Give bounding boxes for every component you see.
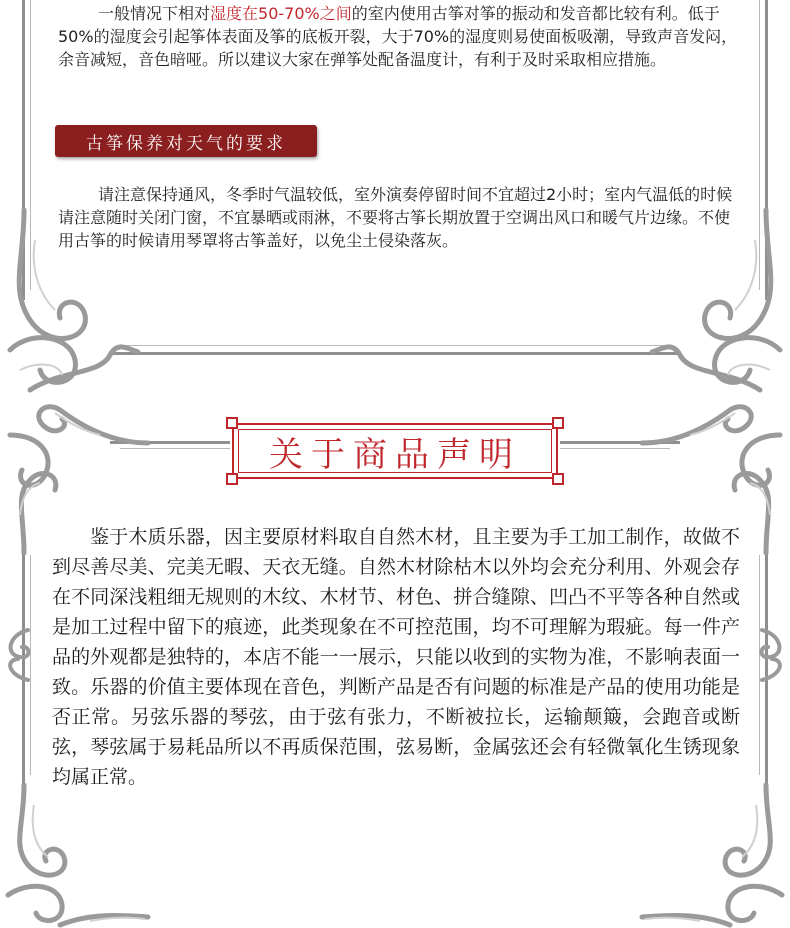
statement-body bbox=[52, 522, 740, 792]
ornament-right-mid-icon bbox=[750, 625, 790, 685]
weather-paragraph bbox=[58, 183, 738, 252]
storage-care-panel bbox=[0, 0, 790, 395]
frame-bottom-line bbox=[110, 352, 680, 355]
weather-care-badge: 古筝保养对天气的要求 bbox=[55, 125, 317, 157]
humidity-prefix: 一般情况下相对 bbox=[98, 4, 211, 23]
ornament-bottom-left-icon bbox=[0, 785, 150, 928]
humidity-suffix: 的室内使用古筝对筝的振动和发音都比较有利。低于50%的湿度会引起筝体表面及筝的底板开裂，大于70%的湿度则易使面板吸潮，导致声音发闷，余音减短，音色暗哑。所以建议大家在弹筝处配备温度计，有利于及时采取相应措施。 bbox=[58, 4, 738, 69]
ornament-left-mid-icon bbox=[0, 625, 40, 685]
frame-bottom-inner-line bbox=[120, 345, 670, 346]
ornament-bottom-right-icon bbox=[640, 785, 790, 928]
statement-title-box bbox=[232, 423, 558, 479]
statement-body-text: 鉴于木质乐器，因主要原材料取自自然木材，且主要为手工加工制作，故做不到尽善尽美、完美无暇、天衣无缝。自然木材除枯木以外均会充分利用、外观会存在不同深浅粗细无规则的木纹、木材节、材色、拼合缝隙、凹凸不平等各种自然或是加工过程中留下的痕迹，此类现象在不可控范围，均不可理解为瑕疵。每一件产品的外观都是独特的，本店不能一一展示，只能以收到的实物为准，不影响表面一致。乐器的价值主要体现在音色，判断产品是否有问题的标准是产品的使用功能是否正常。另弦乐器的琴弦，由于弦有张力，不断被拉长，运输颠簸，会跑音或断弦，琴弦属于易耗品所以不再质保范围，弦易断，金属弦还会有轻微氧化生锈现象均属正常。 bbox=[52, 526, 740, 788]
product-statement-panel bbox=[0, 395, 790, 928]
humidity-paragraph bbox=[58, 2, 738, 71]
weather-text: 请注意保持通风，冬季时气温较低，室外演奏停留时间不宜超过2小时；室内气温低的时候请注意随时关闭门窗，不宜暴晒或雨淋，不要将古筝长期放置于空调出风口和暖气片边缘。不使用古筝的时候请用琴罩将古筝盖好，以免尘土侵染落灰。 bbox=[58, 185, 733, 250]
statement-title: 关于商品声明 bbox=[269, 434, 521, 475]
humidity-highlight: 湿度在50-70%之间 bbox=[210, 4, 352, 23]
